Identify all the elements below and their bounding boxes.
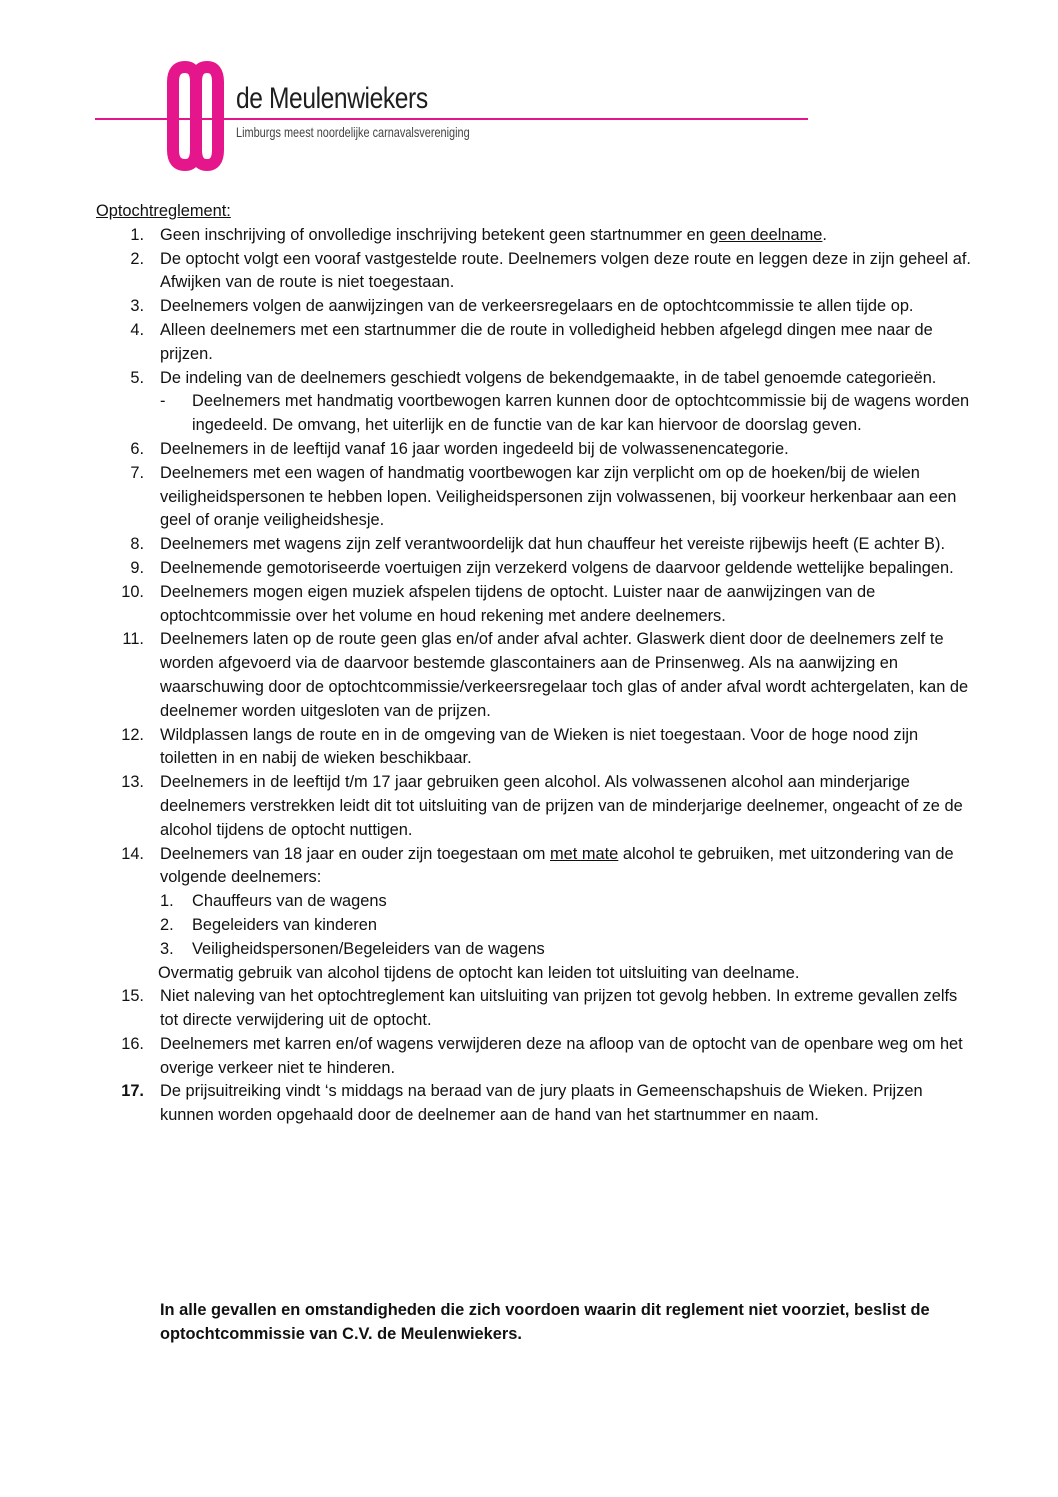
brand-name: de Meulenwiekers (236, 82, 428, 115)
list-item (96, 533, 976, 557)
rule-text: Geen inschrijving of onvolledige inschrijving betekent geen startnummer en (160, 225, 710, 244)
list-item (96, 367, 976, 438)
regulations-body (96, 200, 976, 1128)
list-number: 4. (130, 320, 144, 339)
list-number: 8. (130, 535, 144, 554)
rule-note: Overmatig gebruik van alcohol tijdens de optocht kan leiden tot uitsluiting van deelname. (158, 963, 800, 982)
list-item (96, 771, 976, 842)
closing-statement: In alle gevallen en omstandigheden die zich voordoen waarin dit reglement niet voorziet, beslist de optochtcommissie van C.V. de Meulenwiekers. (160, 1301, 930, 1343)
sub-list-item (96, 390, 976, 438)
list-item (96, 843, 976, 986)
underlined-text: met mate (549, 844, 619, 863)
list-number: 9. (130, 558, 144, 577)
list-item (96, 1080, 976, 1128)
rule-text: De optocht volgt een vooraf vastgestelde route. Deelnemers volgen deze route en leggen deze in zijn geheel af. Afwijken van de route is niet toegestaan. (160, 249, 971, 292)
list-item (96, 557, 976, 581)
list-number: 16. (121, 1034, 144, 1053)
rule-text: Deelnemers in de leeftijd t/m 17 jaar gebruiken geen alcohol. Als volwassenen alcohol aan minderjarige deelnemers verstrekken leidt dit tot uitsluiting van de prijzen van de minderjarige deelnemer, ongeacht of ze de alcohol tijdens de optocht nuttigen. (160, 773, 963, 839)
rule-text: Deelnemers laten op de route geen glas en/of ander afval achter. Glaswerk dient door de deelnemers zelf te worden afgevoerd via de daarvoor bestemde glascontainers aan de Prinsenweg. Als na aanwijzing en waarschuwing door de optochtcommissie/verkeersregelaar toch glas of ander afval wordt achtergelaten, kan de deelnemer worden uitgesloten van de prijzen. (160, 630, 969, 720)
list-item (96, 438, 976, 462)
list-number: 15. (121, 987, 144, 1006)
list-item (96, 581, 976, 629)
sub-item-text: Begeleiders van kinderen (192, 915, 377, 934)
sub-list-item (96, 938, 976, 962)
rule-text: Deelnemers met een wagen of handmatig voortbewogen kar zijn verplicht om op de hoeken/bij de wielen veiligheidspersonen te hebben lopen. Veiligheidspersonen zijn volwassenen, bij voorkeur herkenbaar aan een geel of oranje veiligheidshesje. (160, 463, 957, 530)
rule-text: De prijsuitreiking vindt ‘s middags na beraad van de jury plaats in Gemeenschapshuis de Wieken. Prijzen kunnen worden opgehaald door de deelnemer aan de hand van het startnummer en naam. (160, 1082, 923, 1125)
list-item (96, 295, 976, 319)
list-number: 10. (121, 582, 144, 601)
list-number: 5. (130, 368, 144, 387)
dash-bullet: - (160, 392, 166, 411)
list-item (96, 724, 976, 772)
list-number: 6. (130, 439, 144, 458)
meulenwiekers-logo-icon (160, 60, 230, 172)
underlined-text: geen deelname (709, 225, 823, 244)
list-item (96, 462, 976, 533)
rule-text: Niet naleving van het optochtreglement kan uitsluiting van prijzen tot gevolg hebben. In extreme gevallen zelfs tot directe verwijdering uit de optocht. (160, 987, 958, 1030)
list-item (96, 985, 976, 1033)
rule-text: Wildplassen langs de route en in de omgeving van de Wieken is niet toegestaan. Voor de hoge nood zijn toiletten in en nabij de wieken beschikbaar. (160, 725, 919, 768)
rule-text: Deelnemende gemotoriseerde voertuigen zijn verzekerd volgens de daarvoor geldende wettelijke bepalingen. (160, 558, 954, 577)
list-item (96, 224, 976, 248)
sub-list-item (96, 914, 976, 938)
list-item (96, 1033, 976, 1081)
list-number: 12. (121, 725, 144, 744)
list-item (96, 248, 976, 296)
list-item (96, 319, 976, 367)
sub-list-number: 3. (160, 939, 174, 958)
sub-list-item (96, 890, 976, 914)
list-number: 3. (130, 297, 144, 316)
rule-text: Deelnemers in de leeftijd vanaf 16 jaar worden ingedeeld bij de volwassenencategorie. (160, 439, 789, 458)
page-title: Optochtreglement: (96, 202, 231, 220)
rule-text-end: . (822, 225, 827, 244)
brand-tagline: Limburgs meest noordelijke carnavalsvereniging (236, 124, 470, 140)
sub-item-text: Chauffeurs van de wagens (192, 892, 387, 911)
rule-text: De indeling van de deelnemers geschiedt volgens de bekendgemaakte, in de tabel genoemde categorieën. (160, 368, 937, 387)
list-number: 14. (121, 844, 144, 863)
rule-text: Deelnemers met wagens zijn zelf verantwoordelijk dat hun chauffeur het vereiste rijbewijs heeft (E achter B). (160, 535, 946, 554)
list-number: 2. (130, 249, 144, 268)
list-number: 7. (130, 463, 144, 482)
rule-text-end: alcohol te gebruiken, met uitzondering van de volgende deelnemers: (160, 844, 954, 887)
list-number: 17. (121, 1082, 144, 1101)
list-number: 11. (122, 630, 144, 649)
list-number: 1. (130, 225, 144, 244)
brand-divider (95, 118, 808, 120)
rule-text: Alleen deelnemers met een startnummer die de route in volledigheid hebben afgelegd dingen mee naar de prijzen. (160, 320, 933, 363)
sub-list-number: 1. (160, 892, 174, 911)
rule-text: Deelnemers volgen de aanwijzingen van de verkeersregelaars en de optochtcommissie te allen tijde op. (160, 297, 914, 316)
sub-item-text: Veiligheidspersonen/Begeleiders van de wagens (192, 939, 545, 958)
sub-item-text: Deelnemers met handmatig voortbewogen karren kunnen door de optochtcommissie bij de wagens worden ingedeeld. De omvang, het uiterlijk en de functie van de kar kan hiervoor de doorslag geven. (192, 392, 970, 435)
rule-text: Deelnemers met karren en/of wagens verwijderen deze na afloop van de optocht van de openbare weg om het overige verkeer niet te hinderen. (160, 1034, 963, 1077)
letterhead (0, 0, 1058, 190)
list-number: 13. (121, 773, 144, 792)
list-item (96, 628, 976, 723)
rule-text: Deelnemers mogen eigen muziek afspelen tijdens de optocht. Luister naar de aanwijzingen van de optochtcommissie over het volume en houd rekening met andere deelnemers. (160, 582, 876, 625)
rule-text: Deelnemers van 18 jaar en ouder zijn toegestaan om (160, 844, 550, 863)
sub-list-number: 2. (160, 915, 174, 934)
